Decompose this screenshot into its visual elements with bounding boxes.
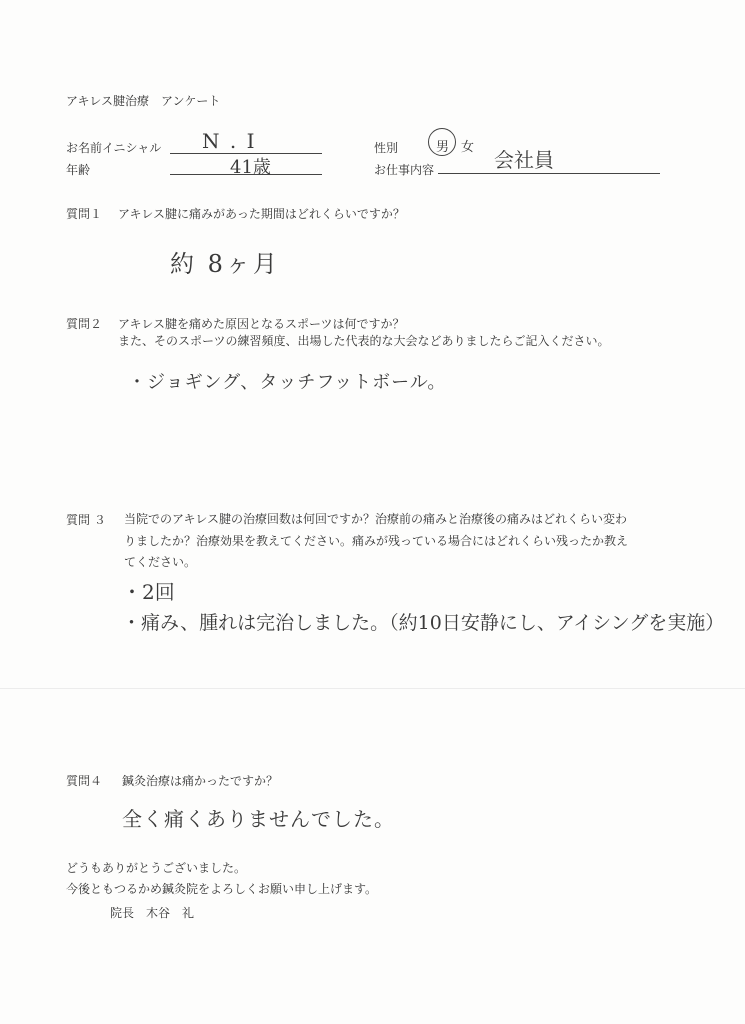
q3-answer-count: ・2回 — [122, 580, 175, 604]
gender-male: 男 — [436, 140, 450, 155]
q4-label: 質問４ — [66, 774, 103, 788]
director-signature: 院長 木谷 礼 — [110, 906, 195, 920]
q2-label: 質問２ — [66, 317, 103, 331]
name-label: お名前イニシャル — [66, 141, 162, 155]
q3-line2: りましたか？治療効果を教えてください。痛みが残っている場合にはどれくらい残ったか教え — [124, 534, 629, 548]
gender-label: 性別 — [374, 141, 399, 155]
q3-line3: てください。 — [124, 555, 197, 569]
gender-selected-circle — [428, 128, 456, 156]
q2-line2: また、そのスポーツの練習頻度、出場した代表的な大会などありましたらご記入ください。 — [118, 334, 610, 348]
q3-label: 質問 ３ — [66, 513, 106, 527]
age-value: 41歳 — [230, 157, 271, 178]
q3-answer-effect: ・痛み、腫れは完治しました。（約10日安静にし、アイシングを実施） — [122, 612, 725, 634]
gender-female: 女 — [461, 140, 475, 155]
name-value: N . I — [202, 129, 257, 153]
q2-line1: アキレス腱を痛めた原因となるスポーツは何ですか？ — [118, 317, 405, 331]
closing-regards: 今後ともつるかめ鍼灸院をよろしくお願い申し上げます。 — [66, 882, 378, 896]
closing-thanks: どうもありがとうございました。 — [66, 861, 247, 875]
q4-text: 鍼灸治療は痛かったですか？ — [122, 774, 279, 788]
job-label: お仕事内容 — [374, 163, 435, 177]
q2-answer: ・ジョギング、タッチフットボール。 — [128, 372, 447, 393]
age-label: 年齢 — [66, 163, 91, 177]
scan-fold-line — [0, 688, 745, 689]
q4-answer: 全く痛くありませんでした。 — [122, 807, 395, 831]
job-value: 会社員 — [494, 148, 554, 172]
q1-answer: 約 8ヶ月 — [170, 250, 280, 278]
q1-text: アキレス腱に痛みがあった期間はどれくらいですか？ — [118, 207, 405, 221]
q3-line1: 当院でのアキレス腱の治療回数は何回ですか？治療前の痛みと治療後の痛みはどれくらい変わ — [124, 512, 628, 526]
survey-title: アキレス腱治療 アンケート — [66, 94, 221, 108]
job-underline — [438, 173, 660, 174]
q1-label: 質問１ — [66, 207, 103, 221]
